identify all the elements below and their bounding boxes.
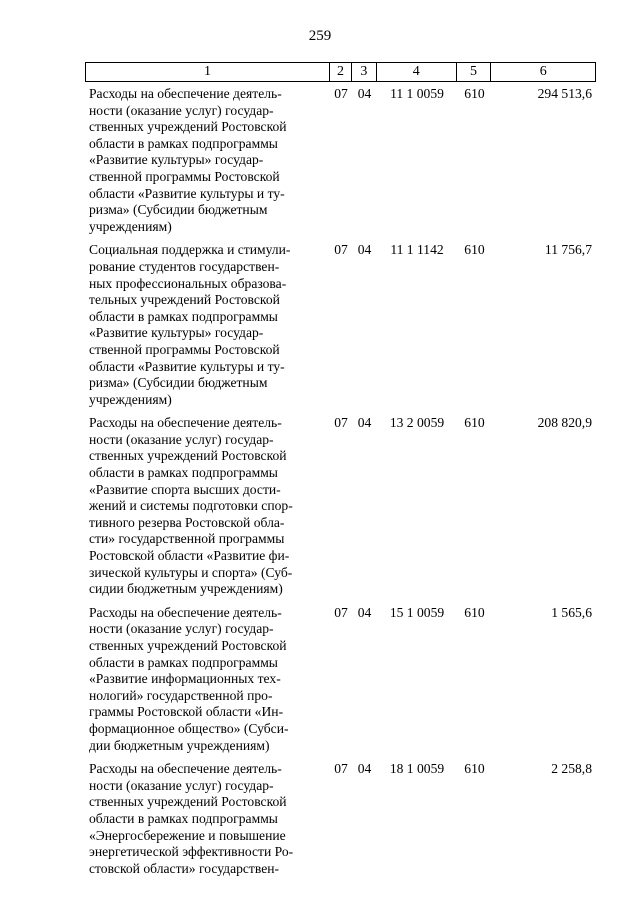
row-subsection: 04 [357,761,372,777]
row-expense-type: 610 [464,604,485,620]
page-number: 259 [308,28,332,44]
column-header-1: 1 [86,63,330,81]
row-sum: 11 756,7 [544,242,592,258]
column-header-3: 3 [352,63,377,81]
row-description: Расходы на обеспечение деятель- ности (оказание услуг) государ- ственных учреждений Ростовской области в рамках подпрограммы «Энергосбережение и повышение энергетической эффективности Ро- стовской области» государствен- [89,761,294,876]
row-description: Расходы на обеспечение деятель- ности (оказание услуг) государ- ственных учреждений Ростовской области в рамках подпрограммы «Развитие спорта высших дости- жений и системы подготовки спор- тивного резерва Ростовской обла- сти» государственной программы Ростовской области «Развитие фи- зической культуры и спорта» (Суб- сидии бюджетным учреждениям) [89,415,293,597]
row-section: 07 [334,242,348,258]
row-target-article: 11 1 0059 [390,86,444,101]
column-header-2: 2 [330,63,352,81]
row-expense-type: 610 [464,415,485,431]
row-sum: 208 820,9 [537,415,592,431]
row-target-article: 18 1 0059 [389,761,445,777]
row-subsection: 04 [357,242,372,258]
row-expense-type: 610 [464,86,485,101]
row-subsection: 04 [357,86,372,101]
table-header [85,62,596,82]
row-target-article: 15 1 0059 [389,604,445,620]
table-row [85,605,596,754]
column-header-5: 5 [457,63,492,81]
row-sum: 294 513,6 [537,86,592,101]
table-body [85,86,596,884]
row-subsection: 04 [357,415,372,431]
row-section: 07 [334,415,348,431]
row-description: Расходы на обеспечение деятель- ности (оказание услуг) государ- ственных учреждений Ростовской области в рамках подпрограммы «Развитие культуры» государ- ственной программы Ростовской области «Развитие культуры и ту- ризма» (Субсидии бюджетным учреждениям) [89,86,287,234]
row-target-article: 13 2 0059 [389,415,445,431]
row-target-article: 11 1 1142 [390,242,444,258]
row-section: 07 [334,761,348,777]
row-sum: 1 565,6 [551,604,592,620]
row-section: 07 [334,604,348,620]
row-subsection: 04 [357,604,372,620]
row-expense-type: 610 [464,242,485,258]
table-row [85,415,596,598]
table-row [85,86,596,235]
row-sum: 2 258,8 [551,761,592,777]
column-header-6: 6 [539,64,547,79]
row-description: Социальная поддержка и стимули- рование студентов государствен- ных профессиональных образова- тельных учреждений Ростовской области в рамках подпрограммы «Развитие культуры» государ- ственной программы Ростовской области «Развитие культуры и ту- ризма» (Субсидии бюджетным учреждениям) [89,242,291,407]
column-header-4: 4 [377,63,457,81]
row-description: Расходы на обеспечение деятель- ности (оказание услуг) государ- ственных учреждений Ростовской области в рамках подпрограммы «Развитие информационных тех- нологий» государственной про- граммы Ростовской области «Ин- формационное общество» (Субси- дии бюджетным учреждениям) [89,604,289,753]
table-row [85,242,596,408]
table-row [85,761,596,877]
row-section: 07 [334,86,348,101]
row-expense-type: 610 [464,761,485,777]
